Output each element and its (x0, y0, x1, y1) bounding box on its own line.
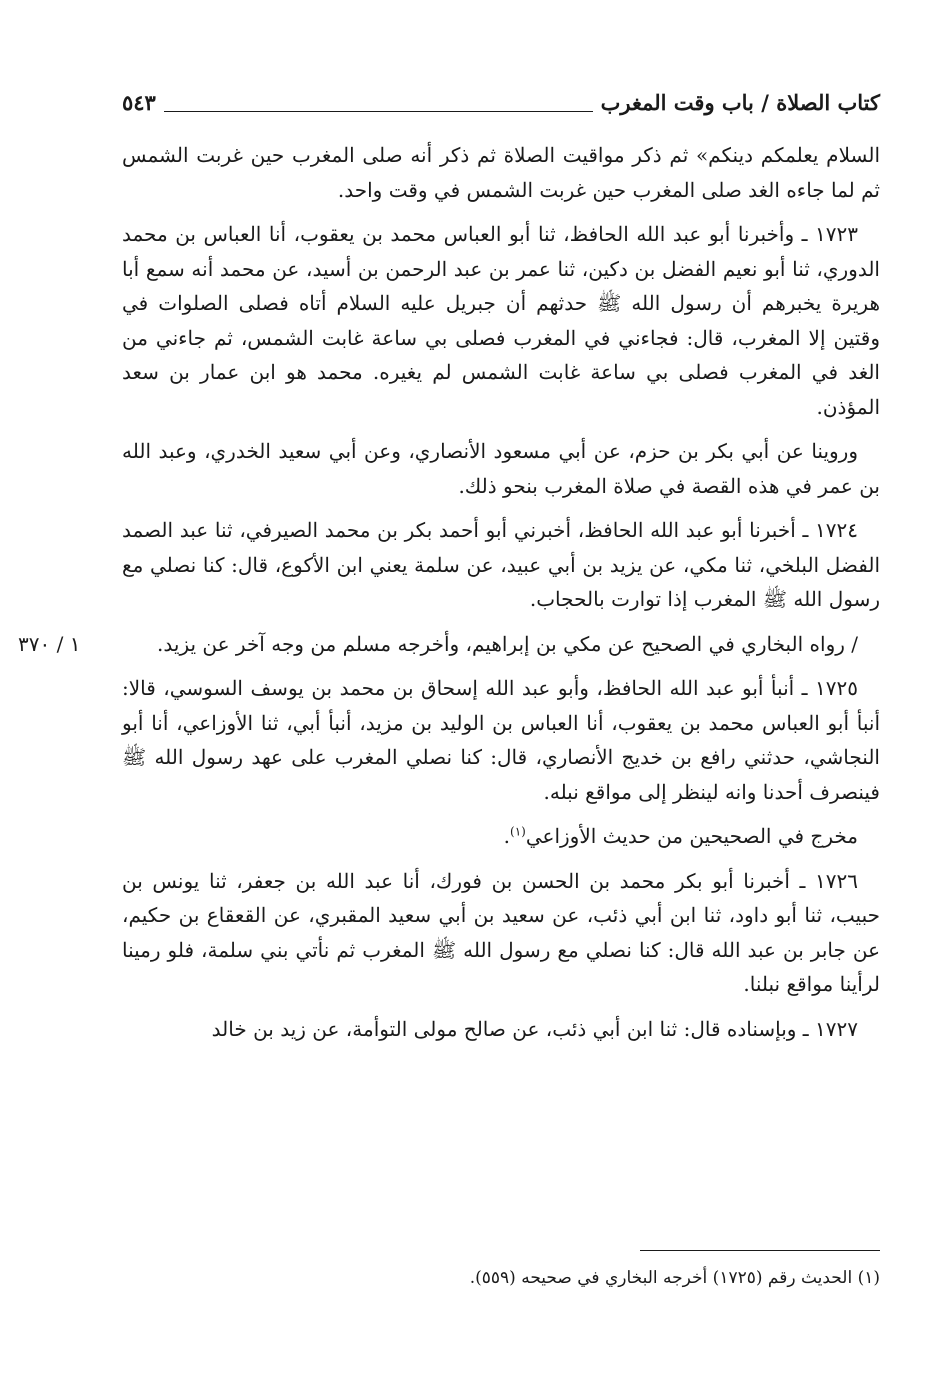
chapter-title: كتاب الصلاة / باب وقت المغرب (600, 90, 880, 115)
hadith-1725: ١٧٢٥ ـ أنبأ أبو عبد الله الحافظ، وأبو عبد الله إسحاق بن محمد بن يوسف السوسي، قالا: أنبأ أبو العباس محمد بن يعقوب، أنا العباس بن الوليد بن مزيد، أنبأ أبي، ثنا الأوزاعي، أنا أبو النجاشي، حدثني رافع بن خديج الأنصاري، قال: كنا نصلي المغرب على عهد رسول الله ﷺ فينصرف أحدنا وانه لينظر إلى مواقع نبله. (122, 676, 880, 804)
hadith-1727: ١٧٢٧ ـ وبإسناده قال: ثنا ابن أبي ذئب، عن صالح مولى التوأمة، عن زيد بن خالد (211, 1016, 858, 1041)
page-number: ٥٤٣ (122, 90, 156, 115)
hadith-1726: ١٧٢٦ ـ أخبرنا أبو بكر محمد بن الحسن بن فورك، أنا عبد الله بن جعفر، ثنا يونس بن حبيب، ثنا أبو داود، ثنا ابن أبي ذئب، عن سعيد بن أبي سعيد المقبري، عن القعقاع بن حكيم، عن جابر بن عبد الله قال: كنا نصلي مع رسول الله ﷺ المغرب ثم نأتي بني سلمة، فلو رمينا لرأينا مواقع نبلنا. (122, 868, 881, 996)
bukhari-reference (18, 627, 880, 662)
volume-reference: ١ / ٣٧٠ (18, 631, 81, 656)
sahihayn-period: . (503, 824, 511, 848)
header-rule (164, 111, 593, 112)
hadith-1724: ١٧٢٤ ـ أخبرنا أبو عبد الله الحافظ، أخبرني أبو أحمد بكر بن محمد الصيرفي، ثنا عبد الصمد الفضل البلخي، ثنا مكي، عن يزيد بن أبي عبيد، عن سلمة يعني ابن الأكوع، قال: كنا نصلي مع رسول الله ﷺ المغرب إذا توارت بالحجاب. (122, 518, 881, 611)
bukhari-reference-text: / رواه البخاري في الصحيح عن مكي بن إبراهيم، وأخرجه مسلم من وجه آخر عن يزيد. (157, 631, 858, 656)
footnote-rule (640, 1250, 880, 1251)
hadith-1723: ١٧٢٣ ـ وأخبرنا أبو عبد الله الحافظ، ثنا أبو العباس محمد بن يعقوب، أنا العباس بن محمد الدوري، ثنا أبو نعيم الفضل بن دكين، ثنا عمر بن عبد الرحمن بن أسيد، عن محمد أنه سمع أبا هريرة يخبرهم أن رسول الله ﷺ حدثهم أن جبريل عليه السلام أتاه فصلى الصلوات في وقتين إلا المغرب، قال: فجاءني في المغرب فصلى بي ساعة غابت الشمس، ثم جاءني من الغد في المغرب فصلى بي ساعة غابت الشمس لم يغيره. محمد هو ابن عمار بن سعد المؤذن. (122, 222, 880, 419)
body-text (18, 138, 881, 1056)
paragraph-continuation: السلام يعلمكم دينكم» ثم ذكر مواقيت الصلاة ثم ذكر أنه صلى المغرب حين غربت الشمس ثم لما جاءه الغد صلى المغرب حين غربت الشمس في وقت واحد. (122, 143, 880, 202)
running-header (122, 82, 880, 118)
sahihayn-note (122, 819, 880, 854)
narration-note: وروينا عن أبي بكر بن حزم، عن أبي مسعود الأنصاري، وعن أبي سعيد الخدري، وعبد الله بن عمر في هذه القصة في صلاة المغرب بنحو ذلك. (122, 439, 880, 498)
sahihayn-note-text: مخرج في الصحيحين من حديث الأوزاعي (525, 824, 858, 848)
footnote-marker: (١) (510, 824, 526, 839)
footnote: (١) الحديث رقم (١٧٢٥) أخرجه البخاري في صحيحه (٥٥٩). (469, 1268, 880, 1288)
